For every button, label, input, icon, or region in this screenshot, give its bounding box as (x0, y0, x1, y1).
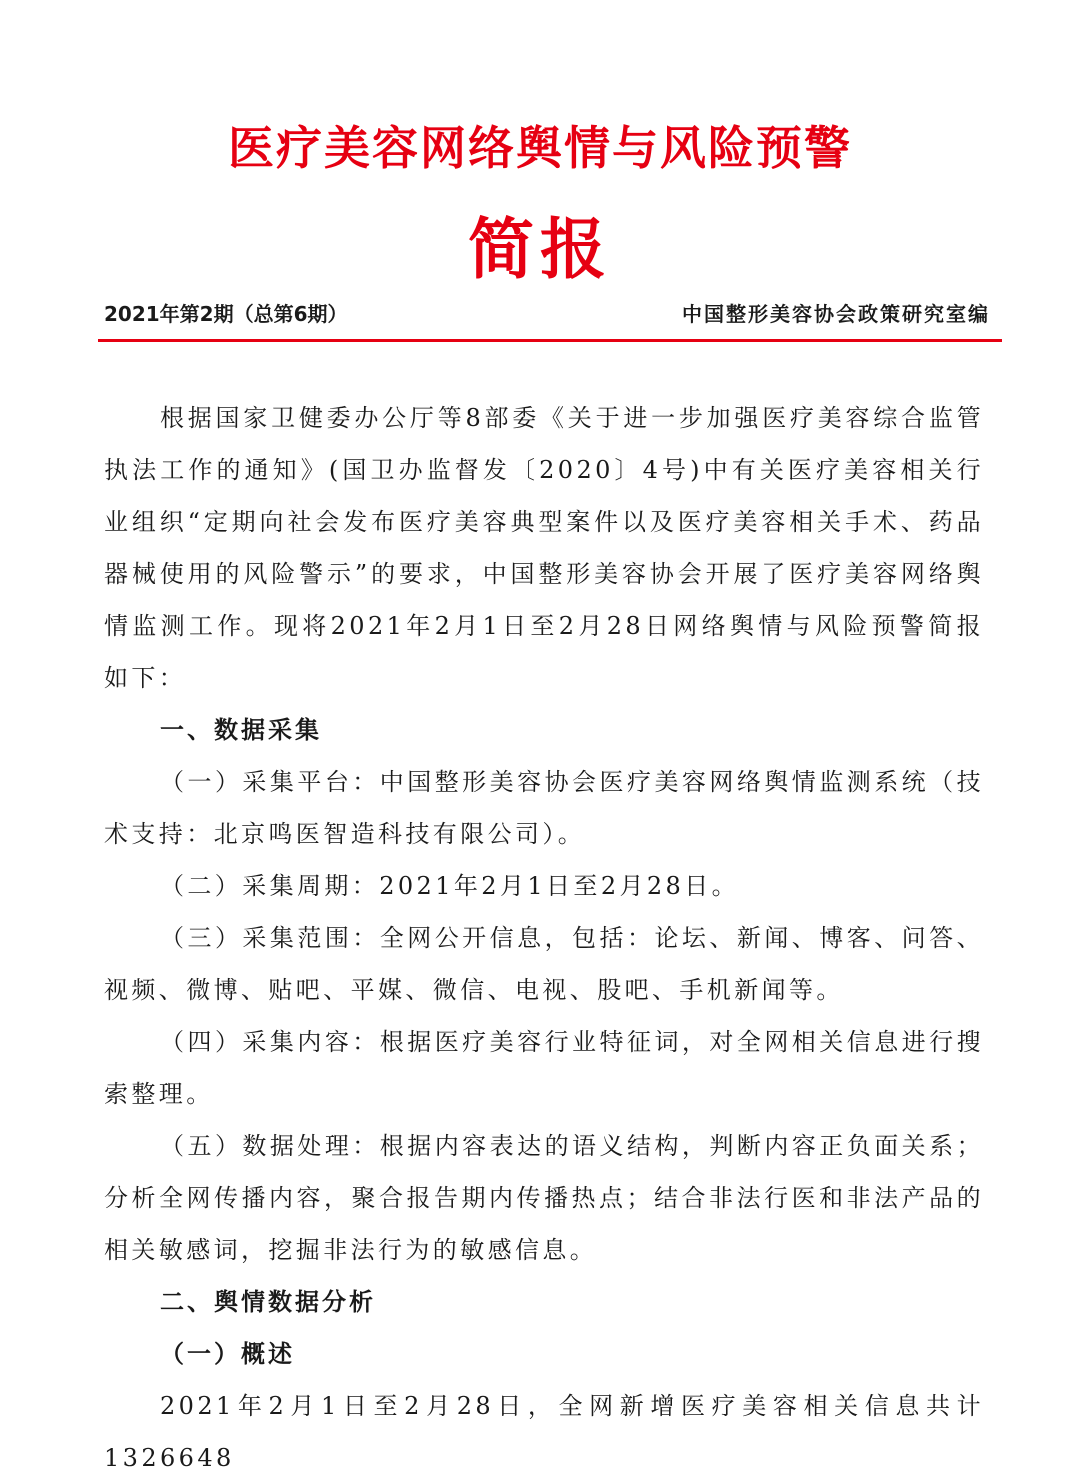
section-heading-data-collection: 一、数据采集 (160, 716, 322, 744)
list-item-content: （四）采集内容：根据医疗美容行业特征词，对全网相关信息进行搜索整理。 (104, 1028, 984, 1108)
header-divider (98, 339, 1002, 342)
issue-number: 2021年第2期（总第6期） (104, 302, 348, 326)
editor-credit: 中国整形美容协会政策研究室编 (682, 302, 990, 326)
document-title: 医疗美容网络舆情与风险预警 (228, 121, 852, 175)
list-item-processing: （五）数据处理：根据内容表达的语义结构，判断内容正负面关系；分析全网传播内容，聚合报告期内传播热点；结合非法行医和非法产品的相关敏感词，挖掘非法行为的敏感信息。 (104, 1132, 984, 1264)
list-item-platform: （一）采集平台：中国整形美容协会医疗美容网络舆情监测系统（技术支持：北京鸣医智造科技有限公司）。 (104, 768, 984, 848)
document-body (104, 392, 984, 1484)
document-subtitle: 简报 (468, 211, 612, 288)
section-heading-analysis: 二、舆情数据分析 (160, 1288, 376, 1316)
list-item-period: （二）采集周期：2021年2月1日至2月28日。 (160, 872, 740, 900)
list-item-scope: （三）采集范围：全网公开信息，包括：论坛、新闻、博客、问答、视频、微博、贴吧、平媒、微信、电视、股吧、手机新闻等。 (104, 924, 984, 1004)
intro-paragraph: 根据国家卫健委办公厅等8部委《关于进一步加强医疗美容综合监管执法工作的通知》(国卫办监督发〔2020〕4号)中有关医疗美容相关行业组织“定期向社会发布医疗美容典型案件以及医疗美容相关手术、药品器械使用的风险警示”的要求，中国整形美容协会开展了医疗美容网络舆情监测工作。现将2021年2月1日至2月28日网络舆情与风险预警简报如下： (104, 404, 984, 692)
summary-paragraph: 2021年2月1日至2月28日，全网新增医疗美容相关信息共计1326648 (104, 1392, 984, 1472)
subsection-heading-overview: （一）概述 (160, 1340, 295, 1368)
